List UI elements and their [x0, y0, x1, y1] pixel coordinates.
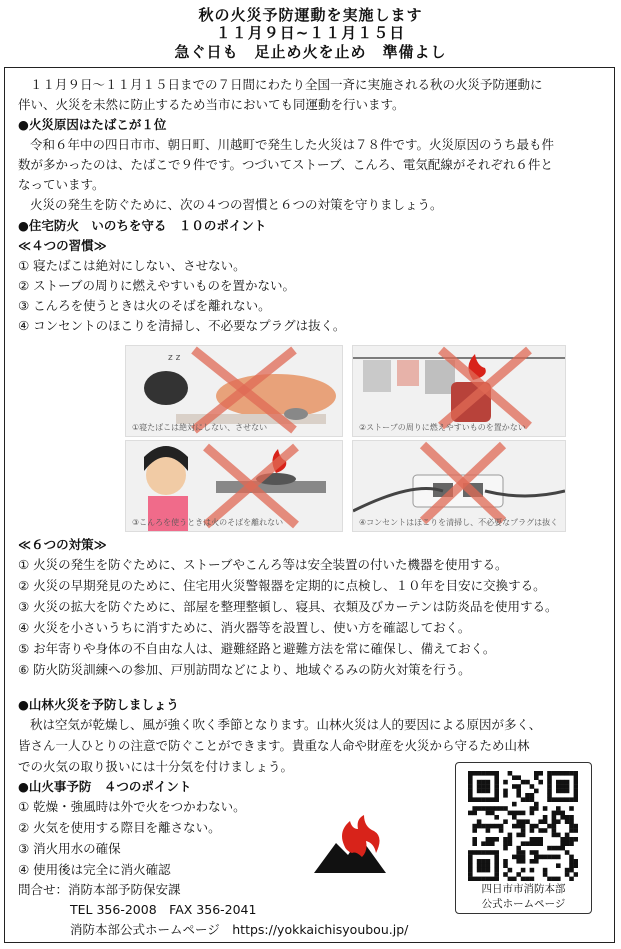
habit-item: ① 寝たばこは絶対にしない、させない。 — [18, 258, 246, 273]
mountain-point: ② 火気を使用する際目を離さない。 — [18, 820, 221, 835]
intro-line: １１月９日～１１月１５日までの７日間にわたり全国一斉に実施される秋の火災予防運動に — [30, 77, 543, 92]
illustration-caption: ④コンセントはほこりを清掃し、不必要なプラグは抜く — [359, 518, 559, 527]
cause-line: 令和６年中の四日市市、朝日町、川越町で発生した火災は７８件です。火災原因のうち最も件 — [30, 137, 555, 152]
habit-item: ② ストーブの周りに燃えやすいものを置かない。 — [18, 278, 296, 293]
measure-item: ④ 火災を小さいうちに消すために、消火器等を設置し、使い方を確認しておく。 — [18, 620, 471, 635]
illustration-caption: ①寝たばこは絶対にしない、させない — [132, 423, 268, 432]
contact-label: 問合せ：消防本部予防保安課 — [18, 882, 181, 897]
forest-fire-heading: ●山林火災を予防しましょう — [18, 697, 179, 712]
illustration-caption: ③こんろを使うときは火のそばを離れない — [132, 518, 284, 527]
svg-text:z z: z z — [168, 353, 181, 363]
mountain-fire-heading: ●山火事予防 ４つのポイント — [18, 779, 192, 794]
measure-item: ③ 火災の拡大を防ぐために、部屋を整理整頓し、寝具、衣類及びカーテンは防炎品を使用する。 — [18, 599, 558, 614]
measure-item: ⑤ お年寄りや身体の不自由な人は、避難経路と避難方法を常に確保し、備えておく。 — [18, 641, 496, 656]
habit-item: ③ こんろを使うときは火のそばを離れない。 — [18, 298, 271, 313]
illustration-stove — [352, 345, 566, 437]
forest-line: 皆さん一人ひとりの注意で防ぐことができます。貴重な人命や財産を火災から守るため山林 — [18, 738, 530, 753]
mountain-point: ④ 使用後は完全に消火確認 — [18, 862, 171, 877]
qr-code-panel — [455, 762, 592, 914]
mountain-point: ① 乾燥・強風時は外で火をつかわない。 — [18, 799, 246, 814]
qr-caption: 公式ホームページ — [481, 898, 566, 910]
illustration-outlet — [352, 440, 566, 532]
home-fire-heading: ●住宅防火 いのちを守る １０のポイント — [18, 218, 267, 233]
qr-code-icon[interactable] — [468, 771, 578, 881]
campaign-slogan: 急ぐ日も 足止め火を止め 準備よし — [174, 43, 447, 61]
cause-heading: ●火災原因はたばこが１位 — [18, 117, 167, 132]
cause-line: なっています。 — [18, 177, 105, 192]
campaign-dates: １１月９日~１１月１５日 — [215, 24, 406, 42]
page-title: 秋の火災予防運動を実施します — [198, 6, 423, 24]
forest-line: 秋は空気が乾燥し、風が強く吹く季節となります。山林火災は人的要因による原因が多く、 — [30, 717, 542, 732]
measure-item: ⑥ 防火防災訓練への参加、戸別訪問などにより、地域ぐるみの防火対策を行う。 — [18, 662, 471, 677]
qr-caption: 四日市市消防本部 — [481, 883, 566, 895]
illustration-caption: ②ストーブの周りに燃えやすいものを置かない — [359, 423, 526, 432]
cause-line: 火災の発生を防ぐために、次の４つの習慣と６つの対策を守りましょう。 — [30, 197, 443, 212]
measure-item: ① 火災の発生を防ぐために、ストーブやこんろ等は安全装置の付いた機器を使用する。 — [18, 557, 508, 572]
illustration-cooking — [125, 440, 343, 532]
measure-item: ② 火災の早期発見のために、住宅用火災警報器を定期的に点検し、１０年を目安に交換する。 — [18, 578, 546, 593]
forest-line: での火気の取り扱いには十分気を付けましょう。 — [18, 759, 294, 774]
mountain-fire-icon — [310, 815, 390, 877]
intro-line: 伴い、火災を未然に防止するため当市においても同運動を行います。 — [18, 97, 405, 112]
contact-website[interactable]: 消防本部公式ホームページ https://yokkaichisyoubou.jp/ — [70, 922, 409, 937]
cause-line: 数が多かったのは、たばこで９件です。つづいてストーブ、こんろ、電気配線がそれぞれ６件と — [18, 157, 553, 172]
measures-title: ≪６つの対策≫ — [18, 537, 107, 552]
contact-phone-fax: TEL 356-2008 FAX 356-2041 — [70, 902, 257, 917]
habit-item: ④ コンセントのほこりを清掃し、不必要なプラグは抜く。 — [18, 318, 346, 333]
illustration-smoking-in-bed — [125, 345, 343, 437]
mountain-point: ③ 消火用水の確保 — [18, 841, 121, 856]
habits-title: ≪４つの習慣≫ — [18, 238, 107, 253]
